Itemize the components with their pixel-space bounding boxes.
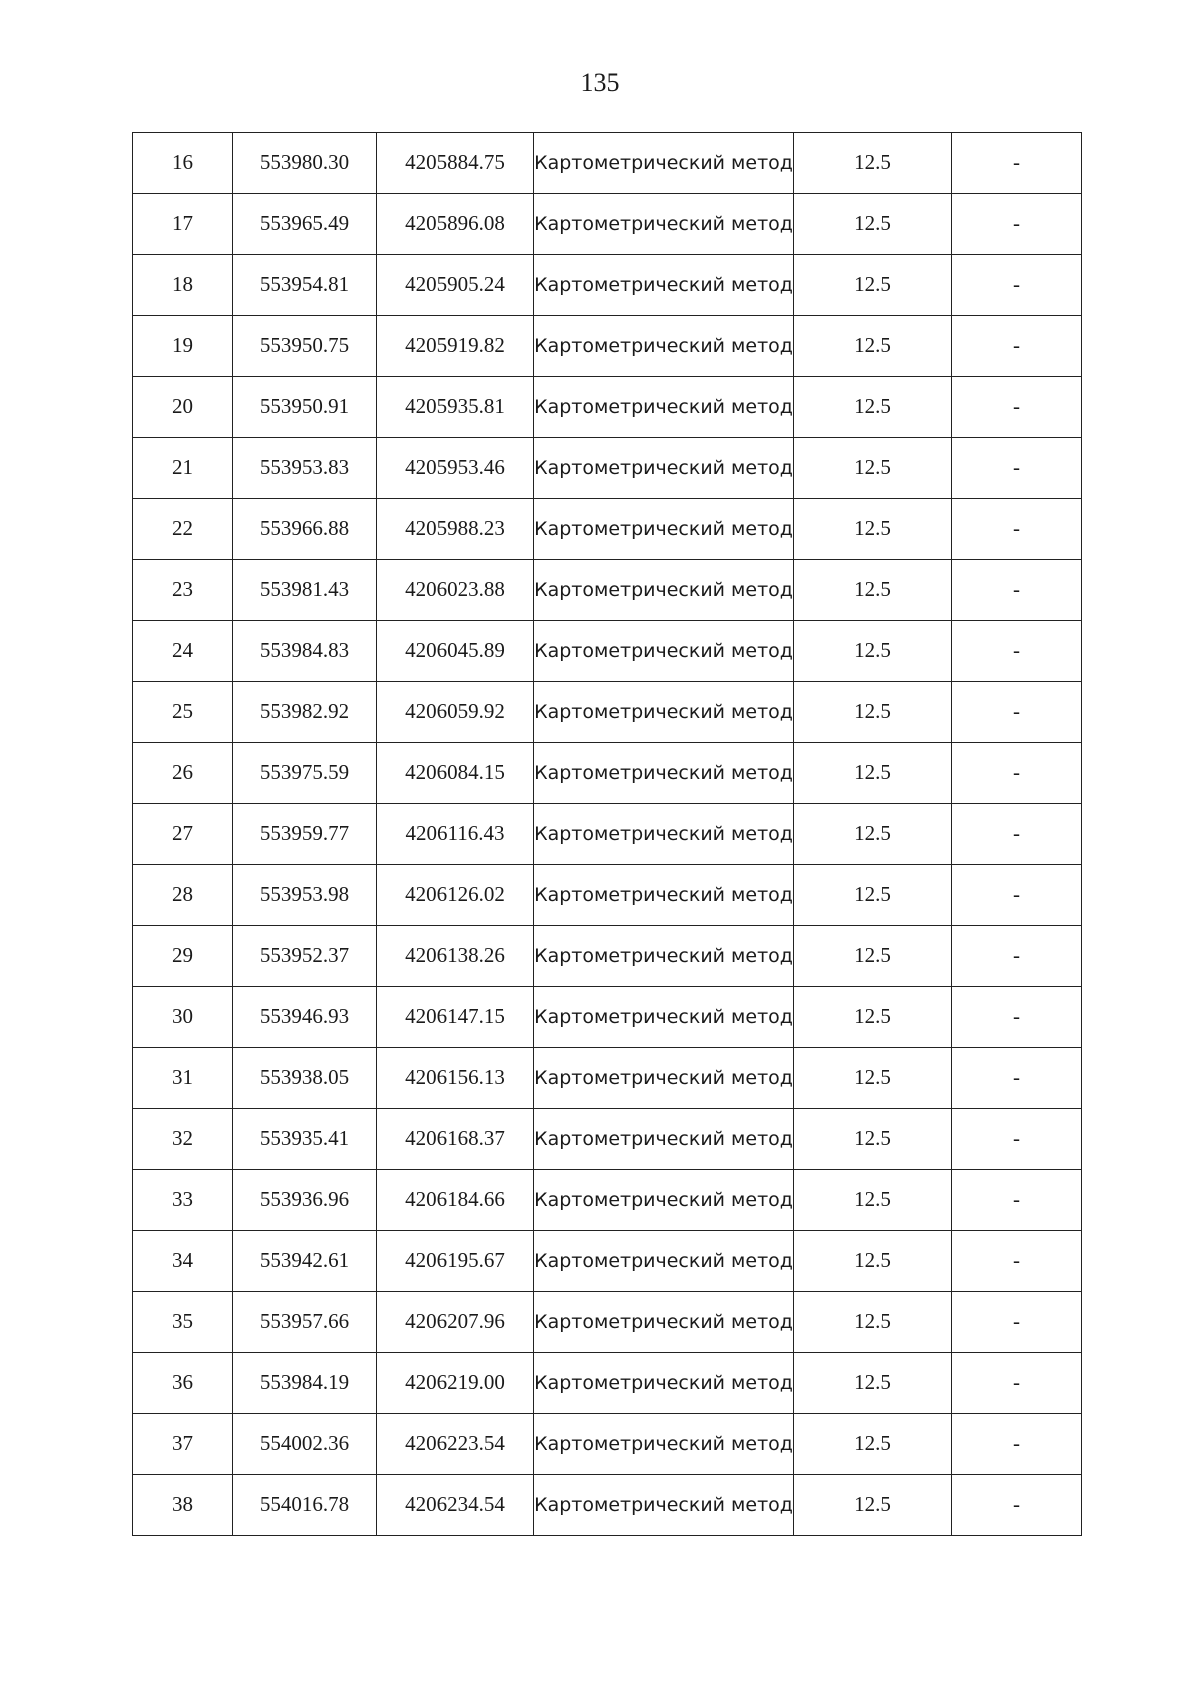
accuracy-cell: 12.5 (794, 438, 952, 499)
note-cell: - (952, 438, 1082, 499)
note-cell: - (952, 1170, 1082, 1231)
point-number-cell: 23 (133, 560, 233, 621)
method-cell: Картометрический метод (534, 1170, 794, 1231)
note-cell: - (952, 1414, 1082, 1475)
accuracy-cell: 12.5 (794, 682, 952, 743)
x-coordinate-cell: 553975.59 (233, 743, 377, 804)
point-number-cell: 25 (133, 682, 233, 743)
note-cell: - (952, 865, 1082, 926)
table-row (133, 1048, 1082, 1109)
x-coordinate-cell: 554002.36 (233, 1414, 377, 1475)
note-cell: - (952, 1475, 1082, 1536)
method-cell: Картометрический метод (534, 743, 794, 804)
point-number-cell: 28 (133, 865, 233, 926)
y-coordinate-cell: 4206234.54 (377, 1475, 534, 1536)
y-coordinate-cell: 4206156.13 (377, 1048, 534, 1109)
y-coordinate-cell: 4206195.67 (377, 1231, 534, 1292)
point-number-cell: 35 (133, 1292, 233, 1353)
note-cell: - (952, 133, 1082, 194)
method-cell: Картометрический метод (534, 926, 794, 987)
y-coordinate-cell: 4206059.92 (377, 682, 534, 743)
x-coordinate-cell: 553950.91 (233, 377, 377, 438)
y-coordinate-cell: 4206207.96 (377, 1292, 534, 1353)
point-number-cell: 20 (133, 377, 233, 438)
y-coordinate-cell: 4206045.89 (377, 621, 534, 682)
table-row (133, 255, 1082, 316)
y-coordinate-cell: 4205884.75 (377, 133, 534, 194)
table-row (133, 133, 1082, 194)
y-coordinate-cell: 4205953.46 (377, 438, 534, 499)
y-coordinate-cell: 4206184.66 (377, 1170, 534, 1231)
accuracy-cell: 12.5 (794, 987, 952, 1048)
x-coordinate-cell: 553952.37 (233, 926, 377, 987)
table-row (133, 804, 1082, 865)
coordinates-table-body (133, 133, 1082, 1536)
note-cell: - (952, 743, 1082, 804)
note-cell: - (952, 1048, 1082, 1109)
method-cell: Картометрический метод (534, 1048, 794, 1109)
point-number-cell: 33 (133, 1170, 233, 1231)
x-coordinate-cell: 553982.92 (233, 682, 377, 743)
method-cell: Картометрический метод (534, 1231, 794, 1292)
y-coordinate-cell: 4206138.26 (377, 926, 534, 987)
point-number-cell: 17 (133, 194, 233, 255)
method-cell: Картометрический метод (534, 1353, 794, 1414)
accuracy-cell: 12.5 (794, 1170, 952, 1231)
note-cell: - (952, 1292, 1082, 1353)
accuracy-cell: 12.5 (794, 1475, 952, 1536)
accuracy-cell: 12.5 (794, 1109, 952, 1170)
accuracy-cell: 12.5 (794, 377, 952, 438)
table-row (133, 194, 1082, 255)
accuracy-cell: 12.5 (794, 804, 952, 865)
point-number-cell: 29 (133, 926, 233, 987)
accuracy-cell: 12.5 (794, 1414, 952, 1475)
table-row (133, 1475, 1082, 1536)
note-cell: - (952, 560, 1082, 621)
table-row (133, 926, 1082, 987)
x-coordinate-cell: 553954.81 (233, 255, 377, 316)
method-cell: Картометрический метод (534, 804, 794, 865)
note-cell: - (952, 682, 1082, 743)
note-cell: - (952, 194, 1082, 255)
y-coordinate-cell: 4206084.15 (377, 743, 534, 804)
note-cell: - (952, 377, 1082, 438)
point-number-cell: 18 (133, 255, 233, 316)
x-coordinate-cell: 554016.78 (233, 1475, 377, 1536)
point-number-cell: 16 (133, 133, 233, 194)
accuracy-cell: 12.5 (794, 560, 952, 621)
table-row (133, 377, 1082, 438)
table-row (133, 1109, 1082, 1170)
table-row (133, 1414, 1082, 1475)
y-coordinate-cell: 4206223.54 (377, 1414, 534, 1475)
x-coordinate-cell: 553938.05 (233, 1048, 377, 1109)
method-cell: Картометрический метод (534, 987, 794, 1048)
point-number-cell: 34 (133, 1231, 233, 1292)
point-number-cell: 24 (133, 621, 233, 682)
x-coordinate-cell: 553966.88 (233, 499, 377, 560)
accuracy-cell: 12.5 (794, 1353, 952, 1414)
note-cell: - (952, 926, 1082, 987)
table-row (133, 1292, 1082, 1353)
x-coordinate-cell: 553946.93 (233, 987, 377, 1048)
method-cell: Картометрический метод (534, 316, 794, 377)
x-coordinate-cell: 553980.30 (233, 133, 377, 194)
table-row (133, 865, 1082, 926)
table-row (133, 560, 1082, 621)
table-row (133, 987, 1082, 1048)
point-number-cell: 32 (133, 1109, 233, 1170)
accuracy-cell: 12.5 (794, 1292, 952, 1353)
x-coordinate-cell: 553936.96 (233, 1170, 377, 1231)
y-coordinate-cell: 4206126.02 (377, 865, 534, 926)
point-number-cell: 21 (133, 438, 233, 499)
table-row (133, 743, 1082, 804)
note-cell: - (952, 499, 1082, 560)
point-number-cell: 22 (133, 499, 233, 560)
y-coordinate-cell: 4206023.88 (377, 560, 534, 621)
method-cell: Картометрический метод (534, 438, 794, 499)
accuracy-cell: 12.5 (794, 1231, 952, 1292)
note-cell: - (952, 804, 1082, 865)
y-coordinate-cell: 4206219.00 (377, 1353, 534, 1414)
note-cell: - (952, 621, 1082, 682)
y-coordinate-cell: 4205919.82 (377, 316, 534, 377)
y-coordinate-cell: 4205896.08 (377, 194, 534, 255)
method-cell: Картометрический метод (534, 194, 794, 255)
x-coordinate-cell: 553950.75 (233, 316, 377, 377)
accuracy-cell: 12.5 (794, 255, 952, 316)
x-coordinate-cell: 553942.61 (233, 1231, 377, 1292)
method-cell: Картометрический метод (534, 1109, 794, 1170)
accuracy-cell: 12.5 (794, 499, 952, 560)
x-coordinate-cell: 553953.98 (233, 865, 377, 926)
table-row (133, 499, 1082, 560)
accuracy-cell: 12.5 (794, 621, 952, 682)
x-coordinate-cell: 553984.19 (233, 1353, 377, 1414)
point-number-cell: 30 (133, 987, 233, 1048)
x-coordinate-cell: 553953.83 (233, 438, 377, 499)
y-coordinate-cell: 4206147.15 (377, 987, 534, 1048)
method-cell: Картометрический метод (534, 682, 794, 743)
note-cell: - (952, 316, 1082, 377)
point-number-cell: 31 (133, 1048, 233, 1109)
x-coordinate-cell: 553981.43 (233, 560, 377, 621)
accuracy-cell: 12.5 (794, 133, 952, 194)
accuracy-cell: 12.5 (794, 743, 952, 804)
point-number-cell: 19 (133, 316, 233, 377)
x-coordinate-cell: 553957.66 (233, 1292, 377, 1353)
note-cell: - (952, 1353, 1082, 1414)
note-cell: - (952, 255, 1082, 316)
y-coordinate-cell: 4205935.81 (377, 377, 534, 438)
accuracy-cell: 12.5 (794, 1048, 952, 1109)
point-number-cell: 36 (133, 1353, 233, 1414)
y-coordinate-cell: 4206168.37 (377, 1109, 534, 1170)
point-number-cell: 26 (133, 743, 233, 804)
accuracy-cell: 12.5 (794, 316, 952, 377)
x-coordinate-cell: 553984.83 (233, 621, 377, 682)
method-cell: Картометрический метод (534, 1414, 794, 1475)
note-cell: - (952, 987, 1082, 1048)
method-cell: Картометрический метод (534, 1475, 794, 1536)
point-number-cell: 37 (133, 1414, 233, 1475)
method-cell: Картометрический метод (534, 255, 794, 316)
page-number: 135 (580, 68, 620, 97)
note-cell: - (952, 1109, 1082, 1170)
table-row (133, 1353, 1082, 1414)
method-cell: Картометрический метод (534, 621, 794, 682)
method-cell: Картометрический метод (534, 133, 794, 194)
table-row (133, 1170, 1082, 1231)
accuracy-cell: 12.5 (794, 865, 952, 926)
accuracy-cell: 12.5 (794, 926, 952, 987)
method-cell: Картометрический метод (534, 560, 794, 621)
table-row (133, 316, 1082, 377)
x-coordinate-cell: 553965.49 (233, 194, 377, 255)
table-row (133, 621, 1082, 682)
method-cell: Картометрический метод (534, 377, 794, 438)
y-coordinate-cell: 4205988.23 (377, 499, 534, 560)
method-cell: Картометрический метод (534, 499, 794, 560)
note-cell: - (952, 1231, 1082, 1292)
point-number-cell: 38 (133, 1475, 233, 1536)
x-coordinate-cell: 553959.77 (233, 804, 377, 865)
method-cell: Картометрический метод (534, 1292, 794, 1353)
coordinates-table (132, 132, 1082, 1536)
method-cell: Картометрический метод (534, 865, 794, 926)
point-number-cell: 27 (133, 804, 233, 865)
y-coordinate-cell: 4206116.43 (377, 804, 534, 865)
table-row (133, 682, 1082, 743)
accuracy-cell: 12.5 (794, 194, 952, 255)
table-row (133, 1231, 1082, 1292)
x-coordinate-cell: 553935.41 (233, 1109, 377, 1170)
y-coordinate-cell: 4205905.24 (377, 255, 534, 316)
table-row (133, 438, 1082, 499)
